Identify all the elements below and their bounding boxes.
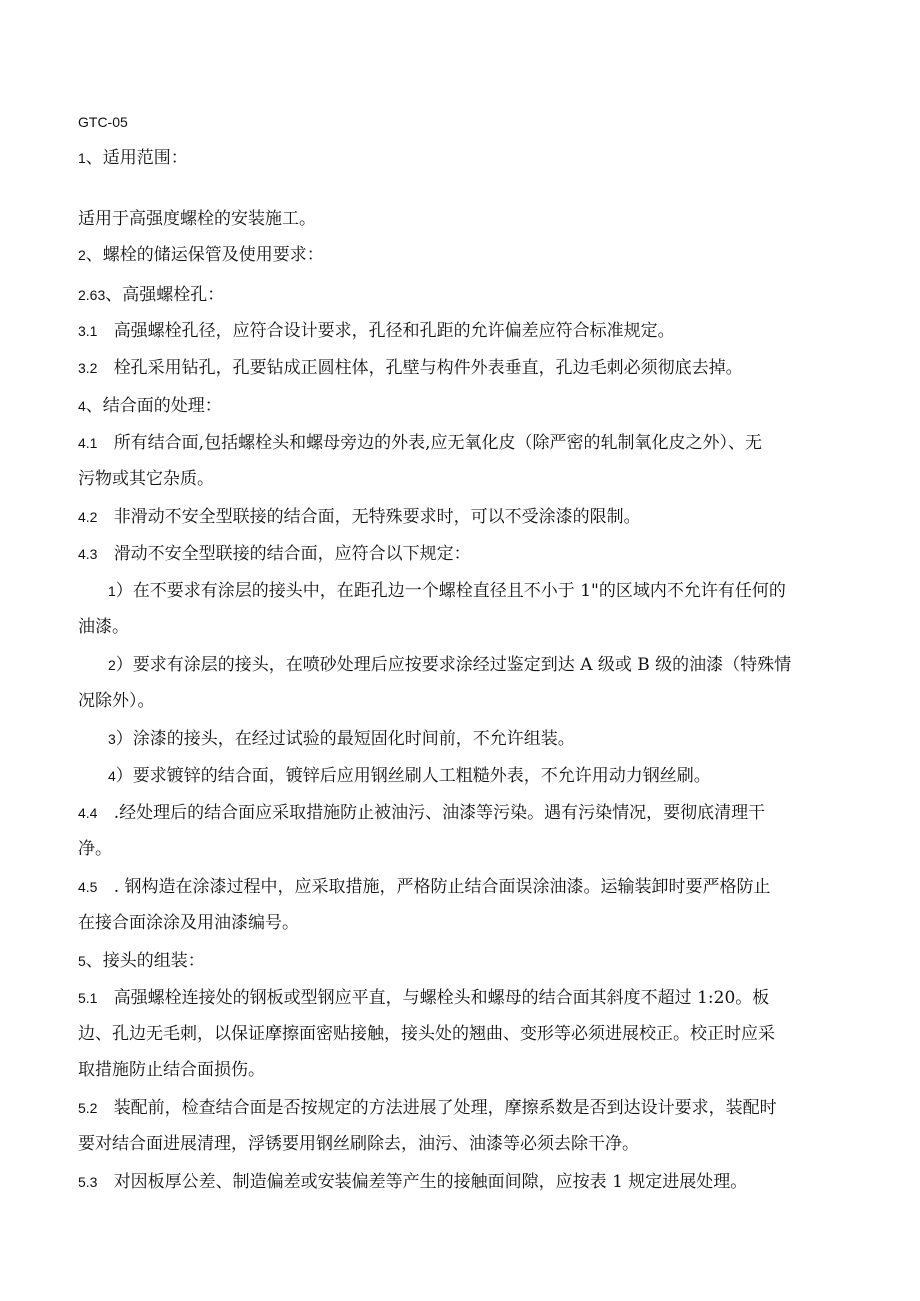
paragraph-4-1-line-1: 4.1 所有结合面,包括螺栓头和螺母旁边的外表,应无氧化皮（除严密的轧制氧化皮之外）、无 [78,433,762,453]
paragraph-3-1: 3.1 高强螺栓孔径，应符合设计要求，孔径和孔距的允许偏差应符合标准规定。 [78,321,675,341]
paragraph-5-1-line-2: 边、孔边无毛刺，以保证摩擦面密贴接触，接头处的翘曲、变形等必须进展校正。校正时应采 [78,1024,775,1044]
paragraph-4-5-line-2: 在接合面涂涂及用油漆编号。 [78,913,299,933]
section-4-heading: 4、结合面的处理： [78,396,222,416]
document-code: GTC-05 [78,114,128,130]
item-2-line-1: 2）要求有涂层的接头，在喷砂处理后应按要求涂经过鉴定到达 A 级或 B 级的油漆（特殊情 [108,655,792,675]
paragraph-4-5-line-1: 4.5 . 钢构造在涂漆过程中，应采取措施，严格防止结合面误涂油漆。运输装卸时要严格防止 [78,877,771,897]
item-3: 3）涂漆的接头，在经过试验的最短固化时间前，不允许组装。 [108,729,575,749]
section-1-body: 适用于高强度螺栓的安装施工。 [78,209,316,229]
item-1-line-1: 1）在不要求有涂层的接头中，在距孔边一个螺栓直径且不小于 1"的区域内不允许有任何的 [108,581,786,601]
item-2-line-2: 况除外）。 [78,691,155,711]
paragraph-3-2: 3.2 栓孔采用钻孔，孔要钻成正圆柱体，孔壁与构件外表垂直，孔边毛刺必须彻底去掉。 [78,358,743,378]
section-1-heading: 1、适用范围： [78,148,188,168]
paragraph-4-2: 4.2 非滑动不安全型联接的结合面，无特殊要求时，可以不受涂漆的限制。 [78,507,641,527]
section-5-heading: 5、接头的组装： [78,951,205,971]
paragraph-4-1-line-2: 污物或其它杂质。 [78,469,214,489]
paragraph-4-3: 4.3 滑动不安全型联接的结合面，应符合以下规定： [78,544,471,564]
paragraph-5-2-line-2: 要对结合面进展清理，浮锈要用钢丝刷除去，油污、油漆等必须去除干净。 [78,1134,639,1154]
paragraph-4-4-line-1: 4.4 .经处理后的结合面应采取措施防止被油污、油漆等污染。遇有污染情况，要彻底清理干 [78,803,766,823]
paragraph-4-4-line-2: 净。 [78,839,112,859]
paragraph-5-3: 5.3 对因板厚公差、制造偏差或安装偏差等产生的接触面间隙，应按表 1 规定进展处理。 [78,1172,748,1192]
section-2-heading: 2、螺栓的储运保管及使用要求： [78,245,324,265]
section-263-heading: 2.63、高强螺栓孔： [78,285,225,305]
paragraph-5-1-line-1: 5.1 高强螺栓连接处的钢板或型钢应平直，与螺栓头和螺母的结合面其斜度不超过 1:20。板 [78,988,770,1008]
item-1-line-2: 油漆。 [78,617,129,637]
paragraph-5-1-line-3: 取措施防止结合面损伤。 [78,1060,265,1080]
paragraph-5-2-line-1: 5.2 装配前，检查结合面是否按规定的方法进展了处理，摩擦系数是否到达设计要求，装配时 [78,1098,777,1118]
item-4: 4）要求镀锌的结合面，镀锌后应用钢丝刷人工粗糙外表，不允许用动力钢丝刷。 [108,766,711,786]
